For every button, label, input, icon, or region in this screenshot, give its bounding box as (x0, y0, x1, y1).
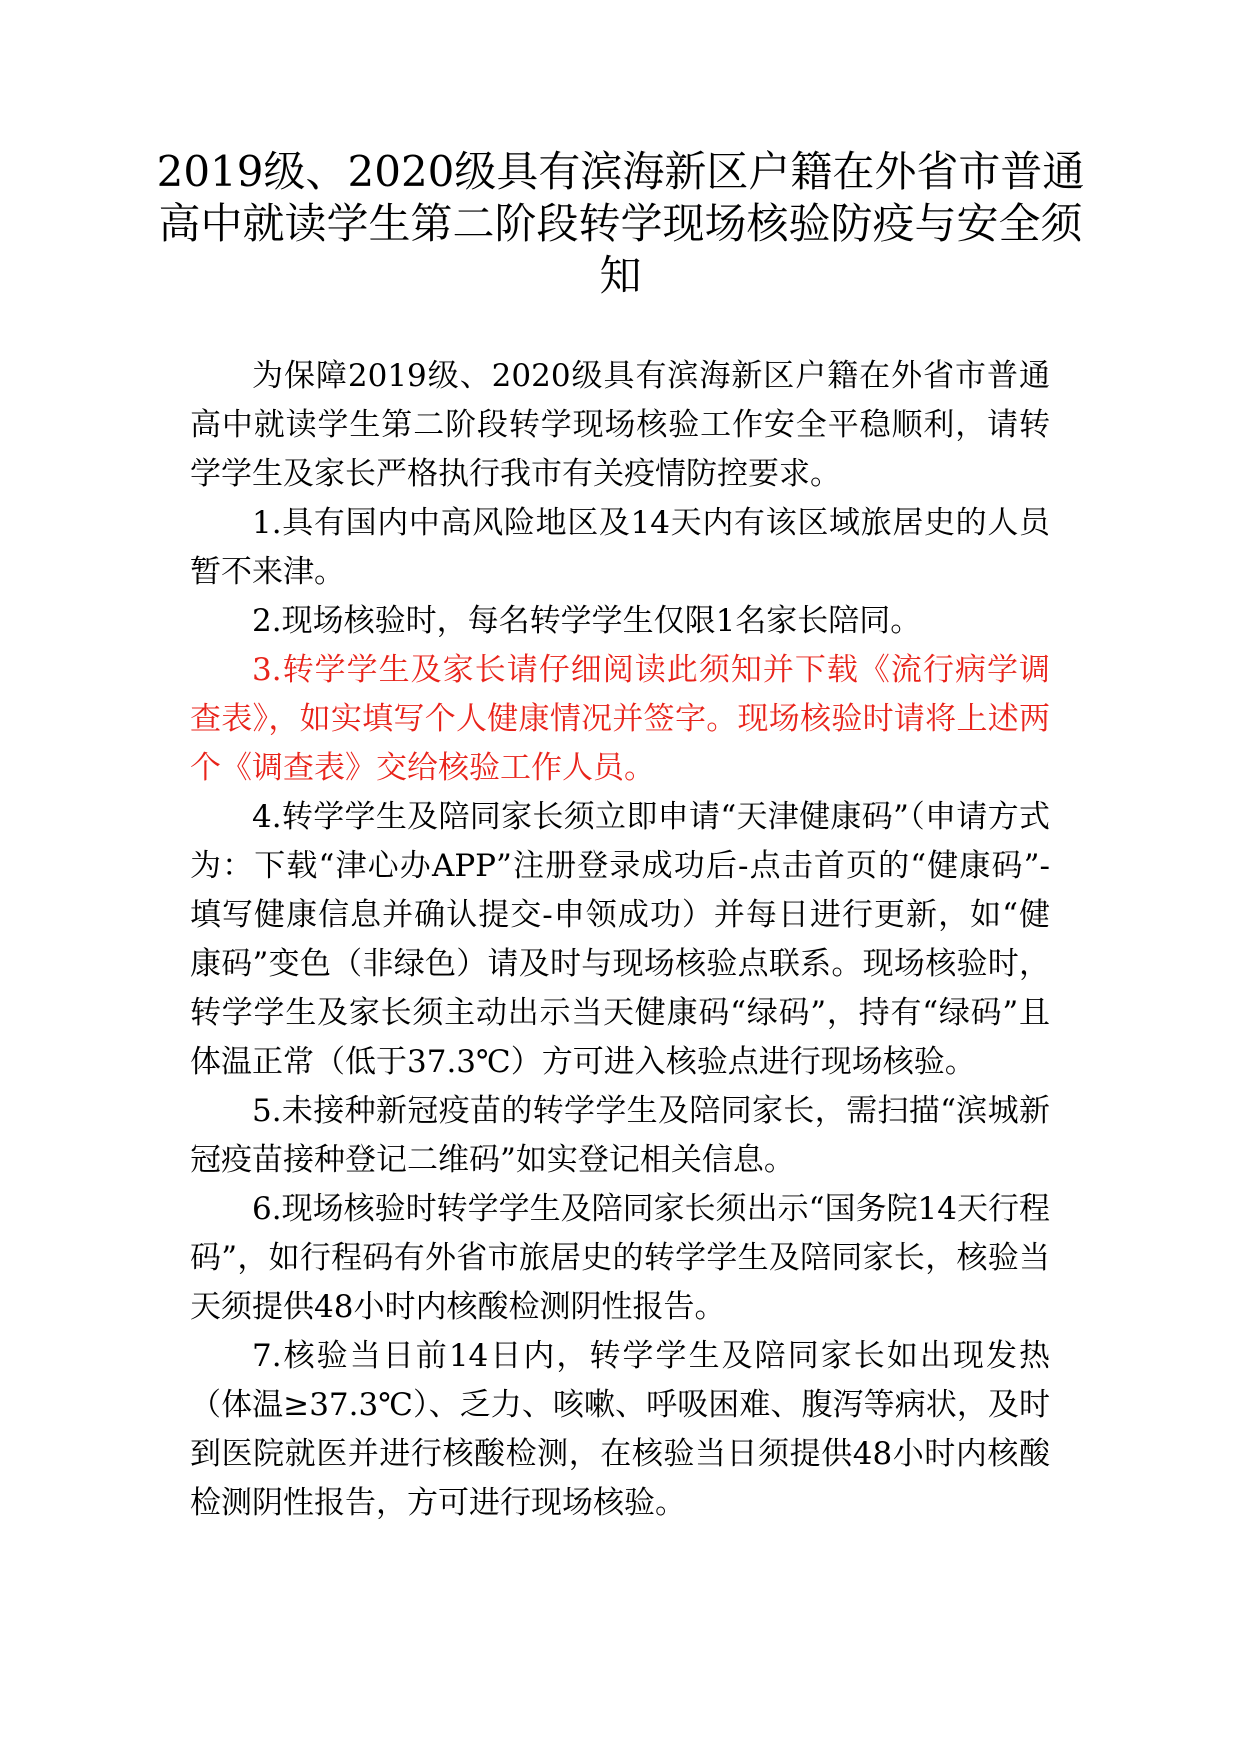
document-body (190, 352, 1050, 1528)
notice-item-5: 5.未接种新冠疫苗的转学学生及陪同家长，需扫描“滨城新冠疫苗接种登记二维码”如实登记相关信息。 (190, 1093, 1050, 1178)
notice-item-7: 7.核验当日前14日内，转学学生及陪同家长如出现发热（体温≥37.3℃）、乏力、咳嗽、呼吸困难、腹泻等病状，及时到医院就医并进行核酸检测，在核验当日须提供48小时内核酸检测阴性报告，方可进行现场核验。 (190, 1338, 1050, 1521)
document-title: 2019级、2020级具有滨海新区户籍在外省市普通高中就读学生第二阶段转学现场核验防疫与安全须知 (156, 147, 1085, 300)
notice-item-3-highlighted: 3.转学学生及家长请仔细阅读此须知并下载《流行病学调查表》，如实填写个人健康情况并签字。现场核验时请将上述两个《调查表》交给核验工作人员。 (190, 652, 1050, 786)
intro-paragraph: 为保障2019级、2020级具有滨海新区户籍在外省市普通高中就读学生第二阶段转学现场核验工作安全平稳顺利，请转学学生及家长严格执行我市有关疫情防控要求。 (190, 358, 1050, 492)
notice-item-4: 4.转学学生及陪同家长须立即申请“天津健康码”（申请方式为：下载“津心办APP”注册登录成功后-点击首页的“健康码”-填写健康信息并确认提交-申领成功）并每日进行更新，如“健康码”变色（非绿色）请及时与现场核验点联系。现场核验时，转学学生及家长须主动出示当天健康码“绿码”，持有“绿码”且体温正常（低于37.3℃）方可进入核验点进行现场核验。 (190, 799, 1050, 1080)
notice-item-2: 2.现场核验时，每名转学学生仅限1名家长陪同。 (252, 603, 922, 639)
notice-item-6: 6.现场核验时转学学生及陪同家长须出示“国务院14天行程码”，如行程码有外省市旅居史的转学学生及陪同家长，核验当天须提供48小时内核酸检测阴性报告。 (190, 1191, 1050, 1325)
notice-item-1: 1.具有国内中高风险地区及14天内有该区域旅居史的人员暂不来津。 (190, 505, 1050, 590)
